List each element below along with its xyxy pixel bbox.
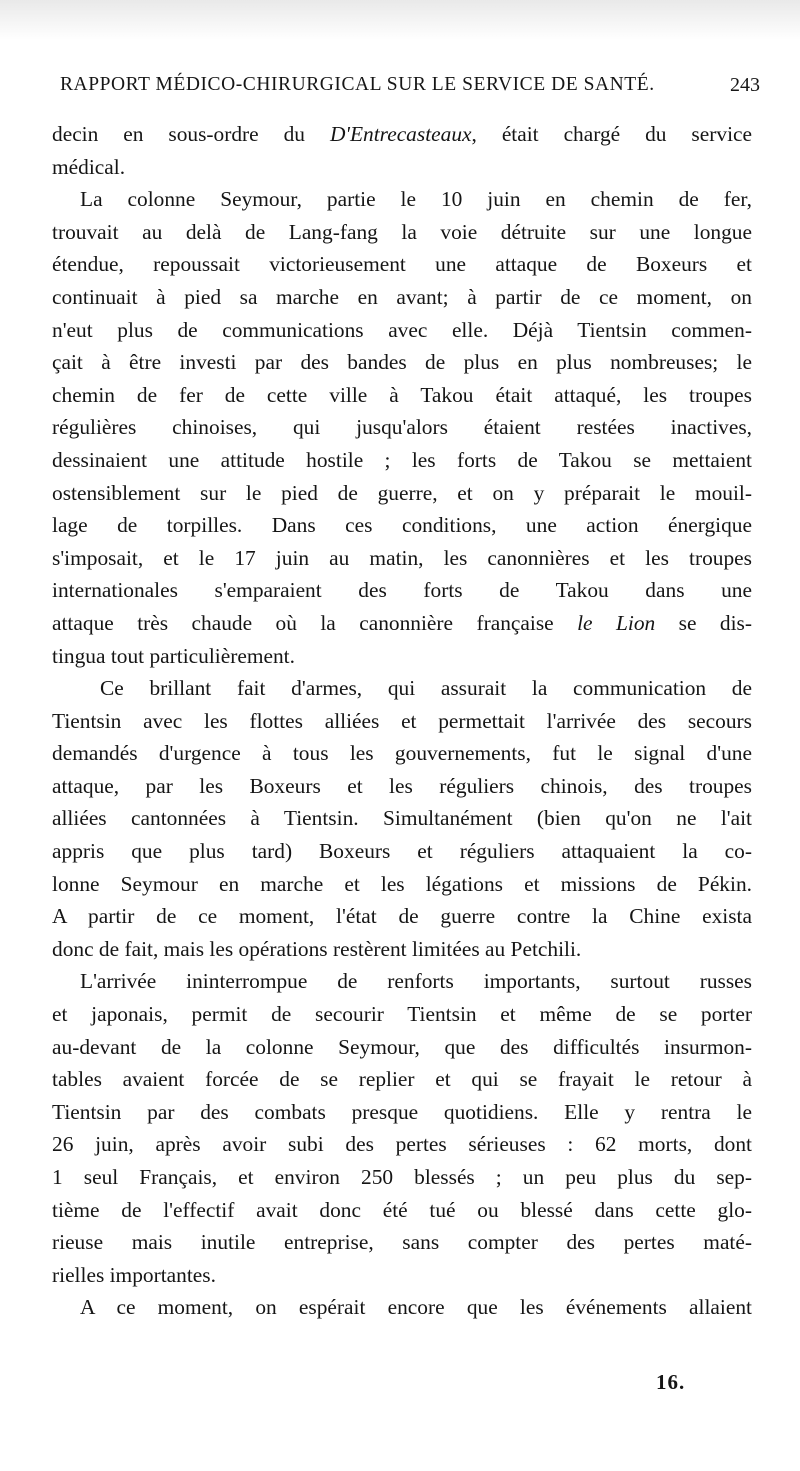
text-line: rielles importantes. bbox=[52, 1262, 216, 1287]
text-line: Tientsin par des combats presque quotidiens. Elle y rentra le bbox=[52, 1099, 752, 1124]
signature-mark: 16. bbox=[656, 1370, 686, 1394]
text-line: n'eut plus de communications avec elle. Déjà Tientsin commen- bbox=[52, 317, 752, 342]
text-line: et japonais, permit de secourir Tientsin et même de se porter bbox=[52, 1002, 752, 1027]
text-line: internationales s'emparaient des forts de Takou dans une bbox=[52, 578, 752, 603]
scan-edge-shadow bbox=[0, 0, 800, 40]
text-line: tables avaient forcée de se replier et qui se frayait le retour à bbox=[52, 1067, 752, 1092]
text-line: lonne Seymour en marche et les légations et missions de Pékin. bbox=[52, 871, 752, 896]
text-line: L'arrivée ininterrompue de renforts importants, surtout russes bbox=[80, 969, 752, 994]
text-line: lage de torpilles. Dans ces conditions, une action énergique bbox=[52, 513, 752, 538]
text-line: Tientsin avec les flottes alliées et permettait l'arrivée des secours bbox=[52, 708, 752, 733]
text-line: decin en sous-ordre du D'Entrecasteaux, était chargé du service bbox=[52, 122, 752, 146]
text-line: 1 seul Français, et environ 250 blessés ; un peu plus du sep- bbox=[52, 1165, 752, 1189]
text-line: trouvait au delà de Lang-fang la voie détruite sur une longue bbox=[52, 219, 752, 244]
ship-name: D'Entrecasteaux bbox=[329, 122, 472, 146]
text-line: ostensiblement sur le pied de guerre, et on y préparait le mouil- bbox=[52, 480, 752, 505]
text-line: attaque très chaude où la canonnière française le Lion se dis- bbox=[52, 610, 752, 635]
text-line: tième de l'effectif avait donc été tué ou blessé dans cette glo- bbox=[52, 1197, 752, 1222]
text-line: 26 juin, après avoir subi des pertes sérieuses : 62 morts, dont bbox=[52, 1132, 752, 1157]
text-line: rieuse mais inutile entreprise, sans compter des pertes maté- bbox=[52, 1230, 752, 1255]
page-number: 243 bbox=[730, 74, 760, 96]
text-line: demandés d'urgence à tous les gouvernements, fut le signal d'une bbox=[52, 741, 752, 766]
text-line: A ce moment, on espérait encore que les événements allaient bbox=[80, 1295, 752, 1320]
text-line: La colonne Seymour, partie le 10 juin en chemin de fer, bbox=[80, 187, 752, 212]
text-line: médical. bbox=[52, 154, 126, 179]
text-line: attaque, par les Boxeurs et les réguliers chinois, des troupes bbox=[52, 773, 752, 798]
text-line: alliées cantonnées à Tientsin. Simultanément (bien qu'on ne l'ait bbox=[52, 806, 752, 831]
text-line: s'imposait, et le 17 juin au matin, les canonnières et les troupes bbox=[52, 545, 752, 570]
text-line: chemin de fer de cette ville à Takou était attaqué, les troupes bbox=[52, 382, 752, 407]
text-line: donc de fait, mais les opérations restèrent limitées au Petchili. bbox=[52, 936, 582, 961]
text-line: appris que plus tard) Boxeurs et réguliers attaquaient la co- bbox=[52, 839, 752, 864]
text-line: Ce brillant fait d'armes, qui assurait la communication de bbox=[100, 676, 752, 701]
page-header bbox=[60, 74, 760, 110]
body-text bbox=[52, 118, 752, 1324]
text-line: au-devant de la colonne Seymour, que des difficultés insurmon- bbox=[52, 1034, 752, 1059]
text-line: tingua tout particulièrement. bbox=[52, 643, 295, 668]
running-title: RAPPORT MÉDICO-CHIRURGICAL SUR LE SERVICE DE SANTÉ. bbox=[60, 74, 655, 95]
text-line: A partir de ce moment, l'état de guerre contre la Chine exista bbox=[52, 904, 752, 929]
text-line: étendue, repoussait victorieusement une attaque de Boxeurs et bbox=[52, 252, 752, 277]
text-line: continuait à pied sa marche en avant; à partir de ce moment, on bbox=[52, 284, 752, 309]
text-line: çait à être investi par des bandes de plus en plus nombreuses; le bbox=[52, 350, 752, 375]
ship-name: le Lion bbox=[577, 610, 656, 635]
text-line: régulières chinoises, qui jusqu'alors étaient restées inactives, bbox=[52, 415, 752, 440]
text-line: dessinaient une attitude hostile ; les forts de Takou se mettaient bbox=[52, 447, 752, 472]
